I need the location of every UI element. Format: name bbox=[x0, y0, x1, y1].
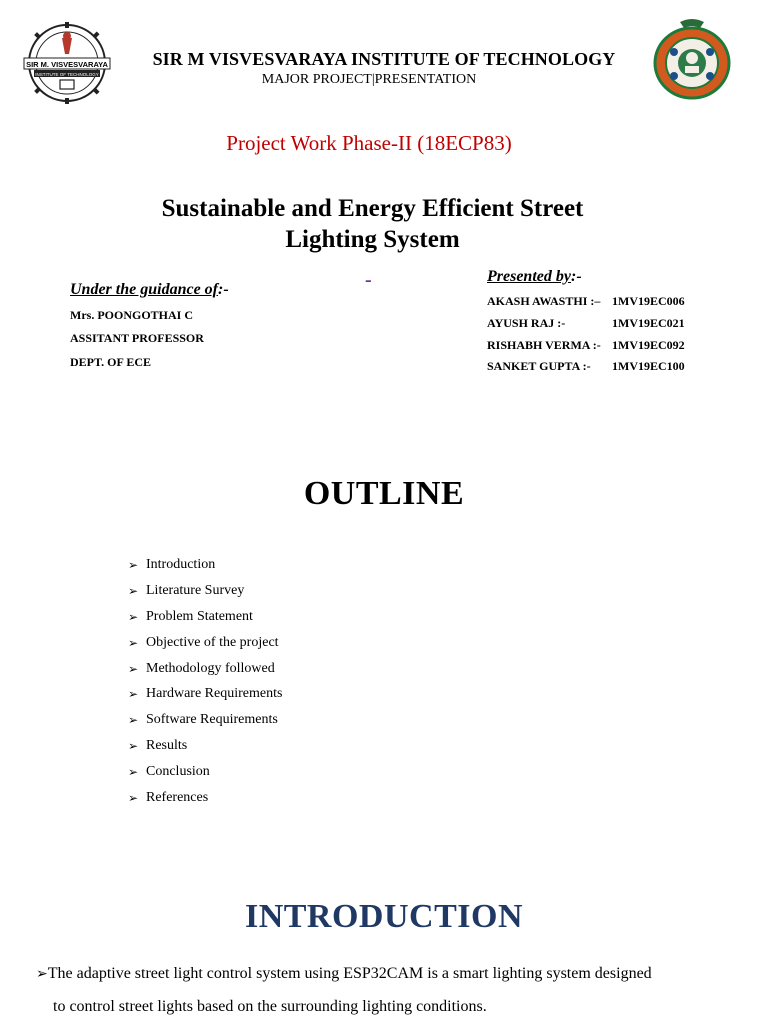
arrow-bullet-icon: ➢ bbox=[128, 791, 139, 806]
project-title-line-2: Lighting System bbox=[285, 226, 460, 253]
outline-item bbox=[128, 581, 282, 607]
introduction-text-2: to control street lights based on the surrounding lighting conditions. bbox=[53, 998, 487, 1015]
project-phase: Project Work Phase-II (18ECP83) bbox=[226, 131, 512, 155]
arrow-bullet-icon: ➢ bbox=[128, 713, 139, 728]
project-title bbox=[90, 193, 655, 255]
presenter-name: AKASH AWASTHI :– bbox=[487, 294, 601, 308]
outline-list bbox=[128, 555, 282, 814]
presenter-name: SANKET GUPTA :- bbox=[487, 359, 591, 373]
outline-item-label: Software Requirements bbox=[146, 712, 278, 728]
arrow-bullet-icon: ➢ bbox=[128, 661, 139, 676]
presenters-heading bbox=[487, 268, 582, 286]
outline-item bbox=[128, 788, 282, 814]
arrow-bullet-icon: ➢ bbox=[128, 765, 139, 780]
guidance-heading-suffix: :- bbox=[218, 281, 229, 298]
guide-designation: ASSITANT PROFESSOR bbox=[70, 331, 204, 345]
arrow-bullet-icon: ➢ bbox=[36, 967, 48, 982]
presenters-heading-suffix: :- bbox=[570, 268, 582, 285]
outline-item-label: Conclusion bbox=[146, 764, 210, 780]
arrow-bullet-icon: ➢ bbox=[128, 635, 139, 650]
introduction-paragraph bbox=[36, 958, 746, 1023]
outline-item-label: Problem Statement bbox=[146, 608, 253, 624]
outline-item bbox=[128, 710, 282, 736]
outline-item bbox=[128, 736, 282, 762]
outline-item-label: Methodology followed bbox=[146, 660, 275, 676]
outline-item-label: Introduction bbox=[146, 557, 216, 572]
outline-item bbox=[128, 607, 282, 633]
presentation-subtitle: MAJOR PROJECT|PRESENTATION bbox=[261, 72, 477, 87]
outline-item-label: Hardware Requirements bbox=[146, 686, 283, 702]
institute-name: SIR M VISVESVARAYA INSTITUTE OF TECHNOLOGY bbox=[152, 49, 616, 69]
arrow-bullet-icon: ➢ bbox=[128, 739, 139, 754]
svg-text:INSTITUTE OF TECHNOLOGY: INSTITUTE OF TECHNOLOGY bbox=[35, 72, 99, 77]
presenter-row bbox=[487, 338, 685, 353]
arrow-bullet-icon: ➢ bbox=[128, 687, 139, 702]
svg-text:SIR M. VISVESVARAYA: SIR M. VISVESVARAYA bbox=[26, 60, 108, 69]
outline-item-label: Results bbox=[146, 738, 188, 754]
outline-item-label: References bbox=[146, 790, 209, 806]
presenter-row bbox=[487, 294, 685, 309]
separator-dash: - bbox=[365, 269, 372, 291]
arrow-bullet-icon: ➢ bbox=[128, 558, 139, 572]
outline-item bbox=[128, 659, 282, 685]
presenter-usn: 1MV19EC021 bbox=[612, 316, 685, 330]
introduction-heading: INTRODUCTION bbox=[244, 898, 524, 935]
arrow-bullet-icon: ➢ bbox=[128, 583, 139, 598]
presenter-usn: 1MV19EC092 bbox=[612, 338, 685, 352]
presenter-name: RISHABH VERMA :- bbox=[487, 338, 601, 352]
presenter-row bbox=[487, 359, 685, 374]
presenter-usn: 1MV19EC006 bbox=[612, 294, 685, 308]
guide-name: Mrs. POONGOTHAI C bbox=[70, 308, 193, 322]
guidance-heading bbox=[70, 281, 229, 299]
outline-item bbox=[128, 762, 282, 788]
presenter-usn: 1MV19EC100 bbox=[612, 359, 685, 373]
presenter-row bbox=[487, 316, 685, 331]
project-title-line-1: Sustainable and Energy Efficient Street bbox=[161, 195, 584, 222]
outline-item bbox=[128, 633, 282, 659]
outline-item-label: Literature Survey bbox=[146, 582, 245, 598]
outline-item-label: Objective of the project bbox=[146, 634, 279, 650]
introduction-text-1: The adaptive street light control system using ESP32CAM is a smart lighting system designed bbox=[47, 965, 652, 982]
outline-item bbox=[128, 555, 282, 581]
arrow-bullet-icon: ➢ bbox=[128, 609, 139, 624]
presenters-heading-text: Presented by bbox=[487, 268, 571, 285]
introduction-line-1 bbox=[36, 958, 746, 991]
guide-department: DEPT. OF ECE bbox=[70, 355, 152, 369]
guidance-heading-text: Under the guidance of bbox=[70, 281, 218, 298]
outline-item bbox=[128, 684, 282, 710]
outline-heading: OUTLINE bbox=[303, 475, 465, 512]
presenter-name: AYUSH RAJ :- bbox=[487, 316, 566, 330]
